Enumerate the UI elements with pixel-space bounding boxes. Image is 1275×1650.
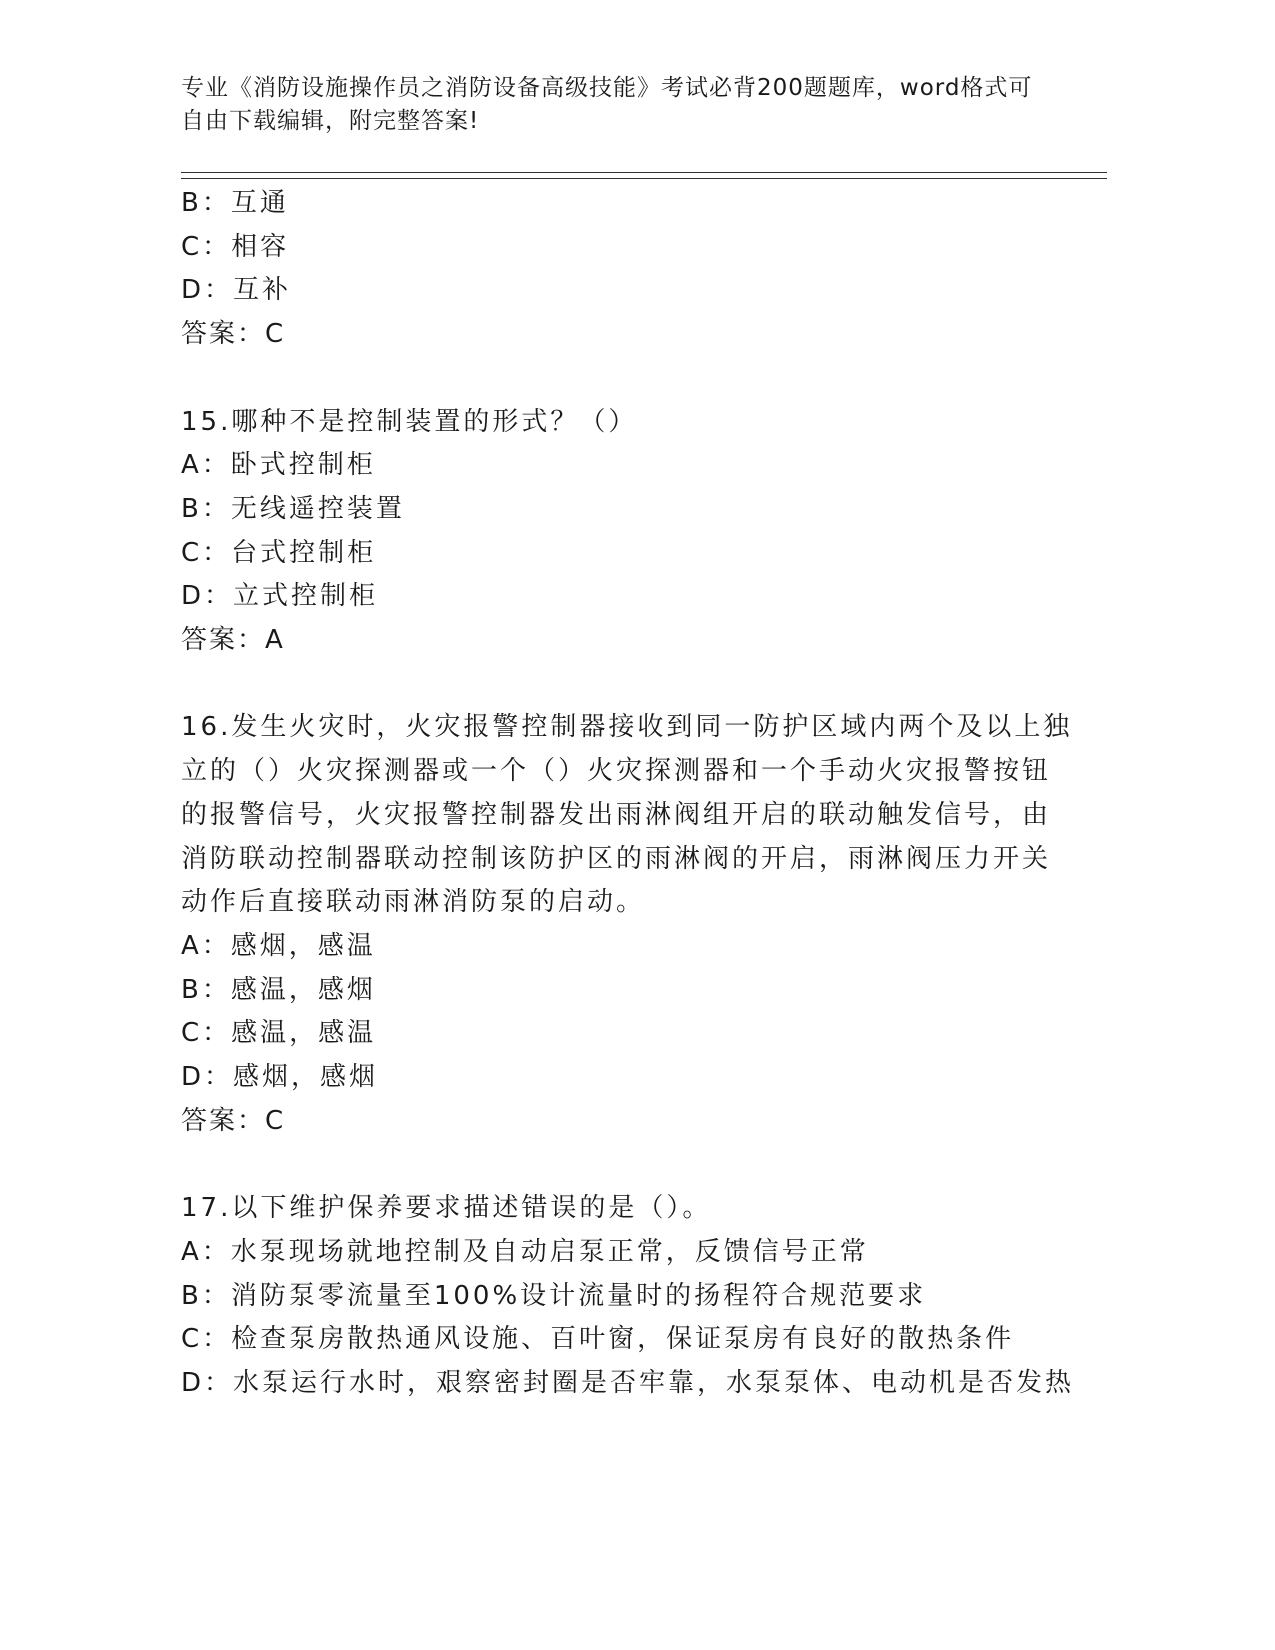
option-a: A：卧式控制柜 [181,450,376,481]
question-stem-line: 消防联动控制器联动控制该防护区的雨淋阀的开启，雨淋阀压力开关 [181,843,1052,874]
document-header: 专业《消防设施操作员之消防设备高级技能》考试必背200题题库，word格式可自由下载编辑，附完整答案! [181,75,1033,134]
question-16 [181,706,1081,1143]
question-stem-line: 动作后直接联动雨淋消防泵的启动。 [181,887,646,918]
option-a: A：水泵现场就地控制及自动启泵正常，反馈信号正常 [181,1236,869,1267]
answer-line: 答案：C [181,1105,286,1136]
option-b: B：感温，感烟 [181,974,376,1005]
option-d: D：立式控制柜 [181,581,379,612]
header-divider-top [181,172,1107,173]
question-stem: 15.哪种不是控制装置的形式？（） [181,406,638,437]
question-17 [181,1187,1081,1406]
answer-line: 答案：C [181,319,286,350]
spacer [181,357,1081,401]
option-b: B：无线遥控装置 [181,493,405,524]
option-b: B：互通 [181,188,289,218]
question-stem-line: 的报警信号，火灾报警控制器发出雨淋阀组开启的联动触发信号，由 [181,799,1052,830]
question-stem-line: 立的（）火灾探测器或一个（）火灾探测器和一个手动火灾报警按钮 [181,756,1052,787]
question-stem-line: 16.发生火灾时，火灾报警控制器接收到同一防护区域内两个及以上独 [181,712,1073,743]
option-b: B：消防泵零流量至100%设计流量时的扬程符合规范要求 [181,1280,927,1311]
option-d: D：感烟，感烟 [181,1062,379,1093]
header-divider-bottom [181,178,1107,179]
spacer [181,663,1081,707]
option-c: C：感温，感温 [181,1018,377,1049]
question-14-continued [181,182,1081,357]
option-a: A：感烟，感温 [181,930,376,961]
question-list [181,182,1081,1406]
option-c: C：检查泵房散热通风设施、百叶窗，保证泵房有良好的散热条件 [181,1324,1015,1355]
question-15 [181,401,1081,663]
answer-line: 答案：A [181,625,285,656]
question-stem: 17.以下维护保养要求描述错误的是（）。 [181,1193,712,1224]
option-c: C：台式控制柜 [181,537,377,568]
option-c: C：相容 [181,231,290,262]
option-d: D：互补 [181,275,292,306]
spacer [181,1143,1081,1187]
option-d: D：水泵运行水时，艰察密封圈是否牢靠，水泵泵体、电动机是否发热 [181,1367,1075,1398]
